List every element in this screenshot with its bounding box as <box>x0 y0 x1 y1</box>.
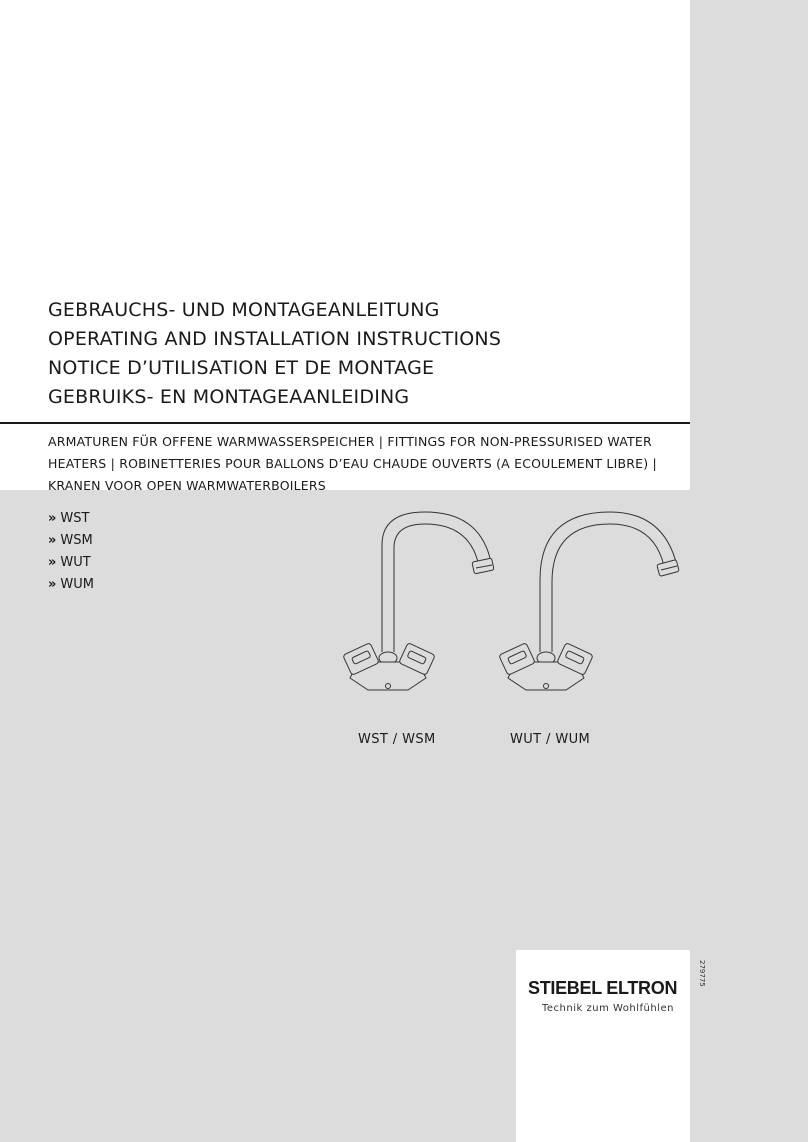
subtitle-line: ARMATUREN FÜR OFFENE WARMWASSERSPEICHER | FITTINGS FOR NON-PRESSURISED WATER <box>48 434 652 449</box>
model-label: WSM <box>60 533 93 548</box>
model-label: WUT <box>60 555 91 570</box>
faucet-illustrations <box>330 500 700 700</box>
title-line-en: OPERATING AND INSTALLATION INSTRUCTIONS <box>48 328 502 350</box>
model-item <box>48 552 94 574</box>
title-line-fr: NOTICE D’UTILISATION ET DE MONTAGE <box>48 357 435 379</box>
document-title <box>48 296 501 412</box>
title-divider <box>0 422 690 424</box>
brand-tagline: Technik zum Wohlfühlen <box>542 1003 674 1014</box>
document-subtitle <box>48 431 688 497</box>
model-item <box>48 508 94 530</box>
bullet-icon: » <box>48 577 57 592</box>
title-line-nl: GEBRUIKS- EN MONTAGEAANLEIDING <box>48 386 410 408</box>
caption-wut-wum: WUT / WUM <box>510 732 591 747</box>
subtitle-line: HEATERS | ROBINETTERIES POUR BALLONS D’EAU CHAUDE OUVERTS (A ECOULEMENT LIBRE) | <box>48 456 657 471</box>
faucet-wut-wum-illustration <box>499 512 679 690</box>
bullet-icon: » <box>48 555 57 570</box>
model-item <box>48 530 94 552</box>
subtitle-line: KRANEN VOOR OPEN WARMWATERBOILERS <box>48 478 326 493</box>
model-list <box>48 508 94 596</box>
document-number: 279775 <box>698 960 706 987</box>
bullet-icon: » <box>48 533 57 548</box>
faucet-wst-wsm-illustration <box>343 512 494 690</box>
caption-wst-wsm: WST / WSM <box>358 732 436 747</box>
model-label: WUM <box>60 577 94 592</box>
title-line-de: GEBRAUCHS- UND MONTAGEANLEITUNG <box>48 299 440 321</box>
bullet-icon: » <box>48 511 57 526</box>
header-white-panel <box>0 0 690 490</box>
brand-logo: STIEBEL ELTRON <box>528 978 678 998</box>
brand-logo-panel <box>516 950 690 1142</box>
model-item <box>48 574 94 596</box>
model-label: WST <box>60 511 90 526</box>
